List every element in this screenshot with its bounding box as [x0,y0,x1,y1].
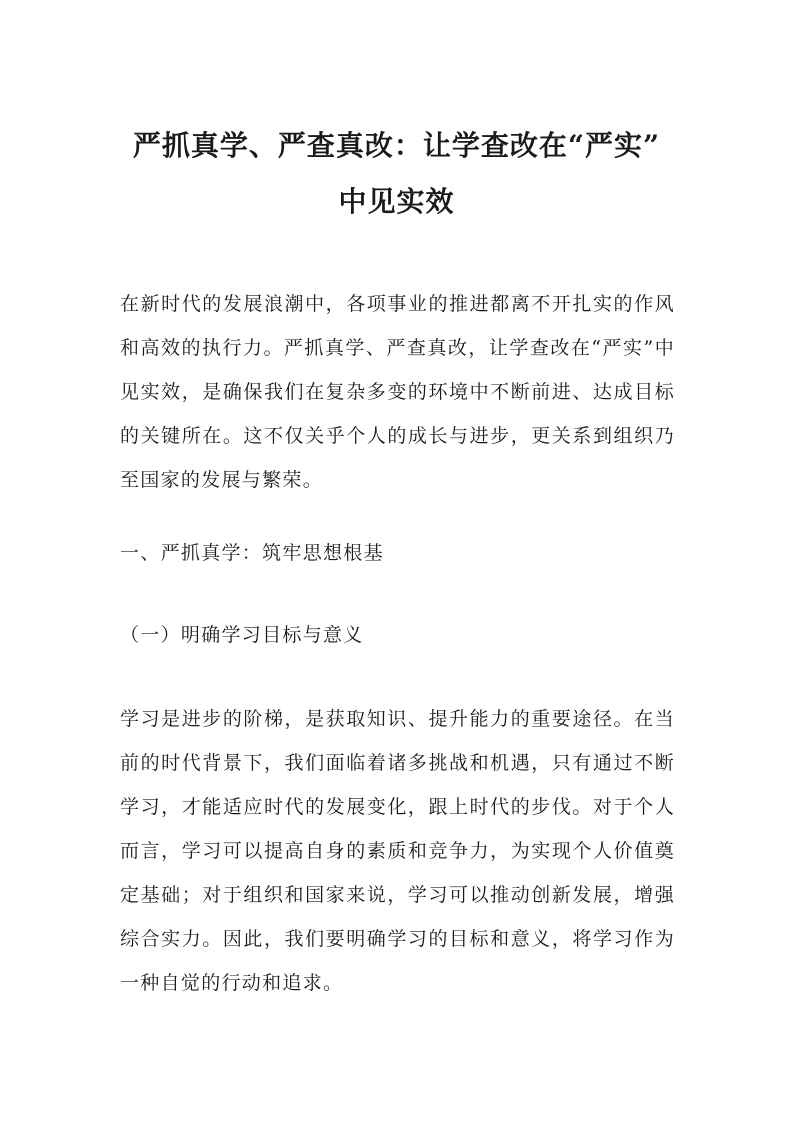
document-title [100,118,693,230]
intro-paragraph: 在新时代的发展浪潮中，各项事业的推进都离不开扎实的作风和高效的执行力。严抓真学、严查真改，让学查改在“严实”中见实效，是确保我们在复杂多变的环境中不断前进、达成目标的关键所在。这不仅关乎个人的成长与进步，更关系到组织乃至国家的发展与繁荣。 [120,293,675,491]
document-title-line-1: 严抓真学、严查真改：让学查改在“严实” [132,129,661,162]
body-paragraph: 学习是进步的阶梯，是获取知识、提升能力的重要途径。在当前的时代背景下，我们面临着诸多挑战和机遇，只有通过不断学习，才能适应时代的发展变化，跟上时代的步伐。对于个人而言，学习可以提高自身的素质和竞争力，为实现个人价值奠定基础；对于组织和国家来说，学习可以推动创新发展，增强综合实力。因此，我们要明确学习的目标和意义，将学习作为一种自觉的行动和追求。 [120,708,675,994]
section-heading: 一、严抓真学：筑牢思想根基 [120,542,384,564]
document-title-line-2: 中见实效 [338,185,455,218]
subsection-heading: （一）明确学习目标与意义 [120,624,364,646]
